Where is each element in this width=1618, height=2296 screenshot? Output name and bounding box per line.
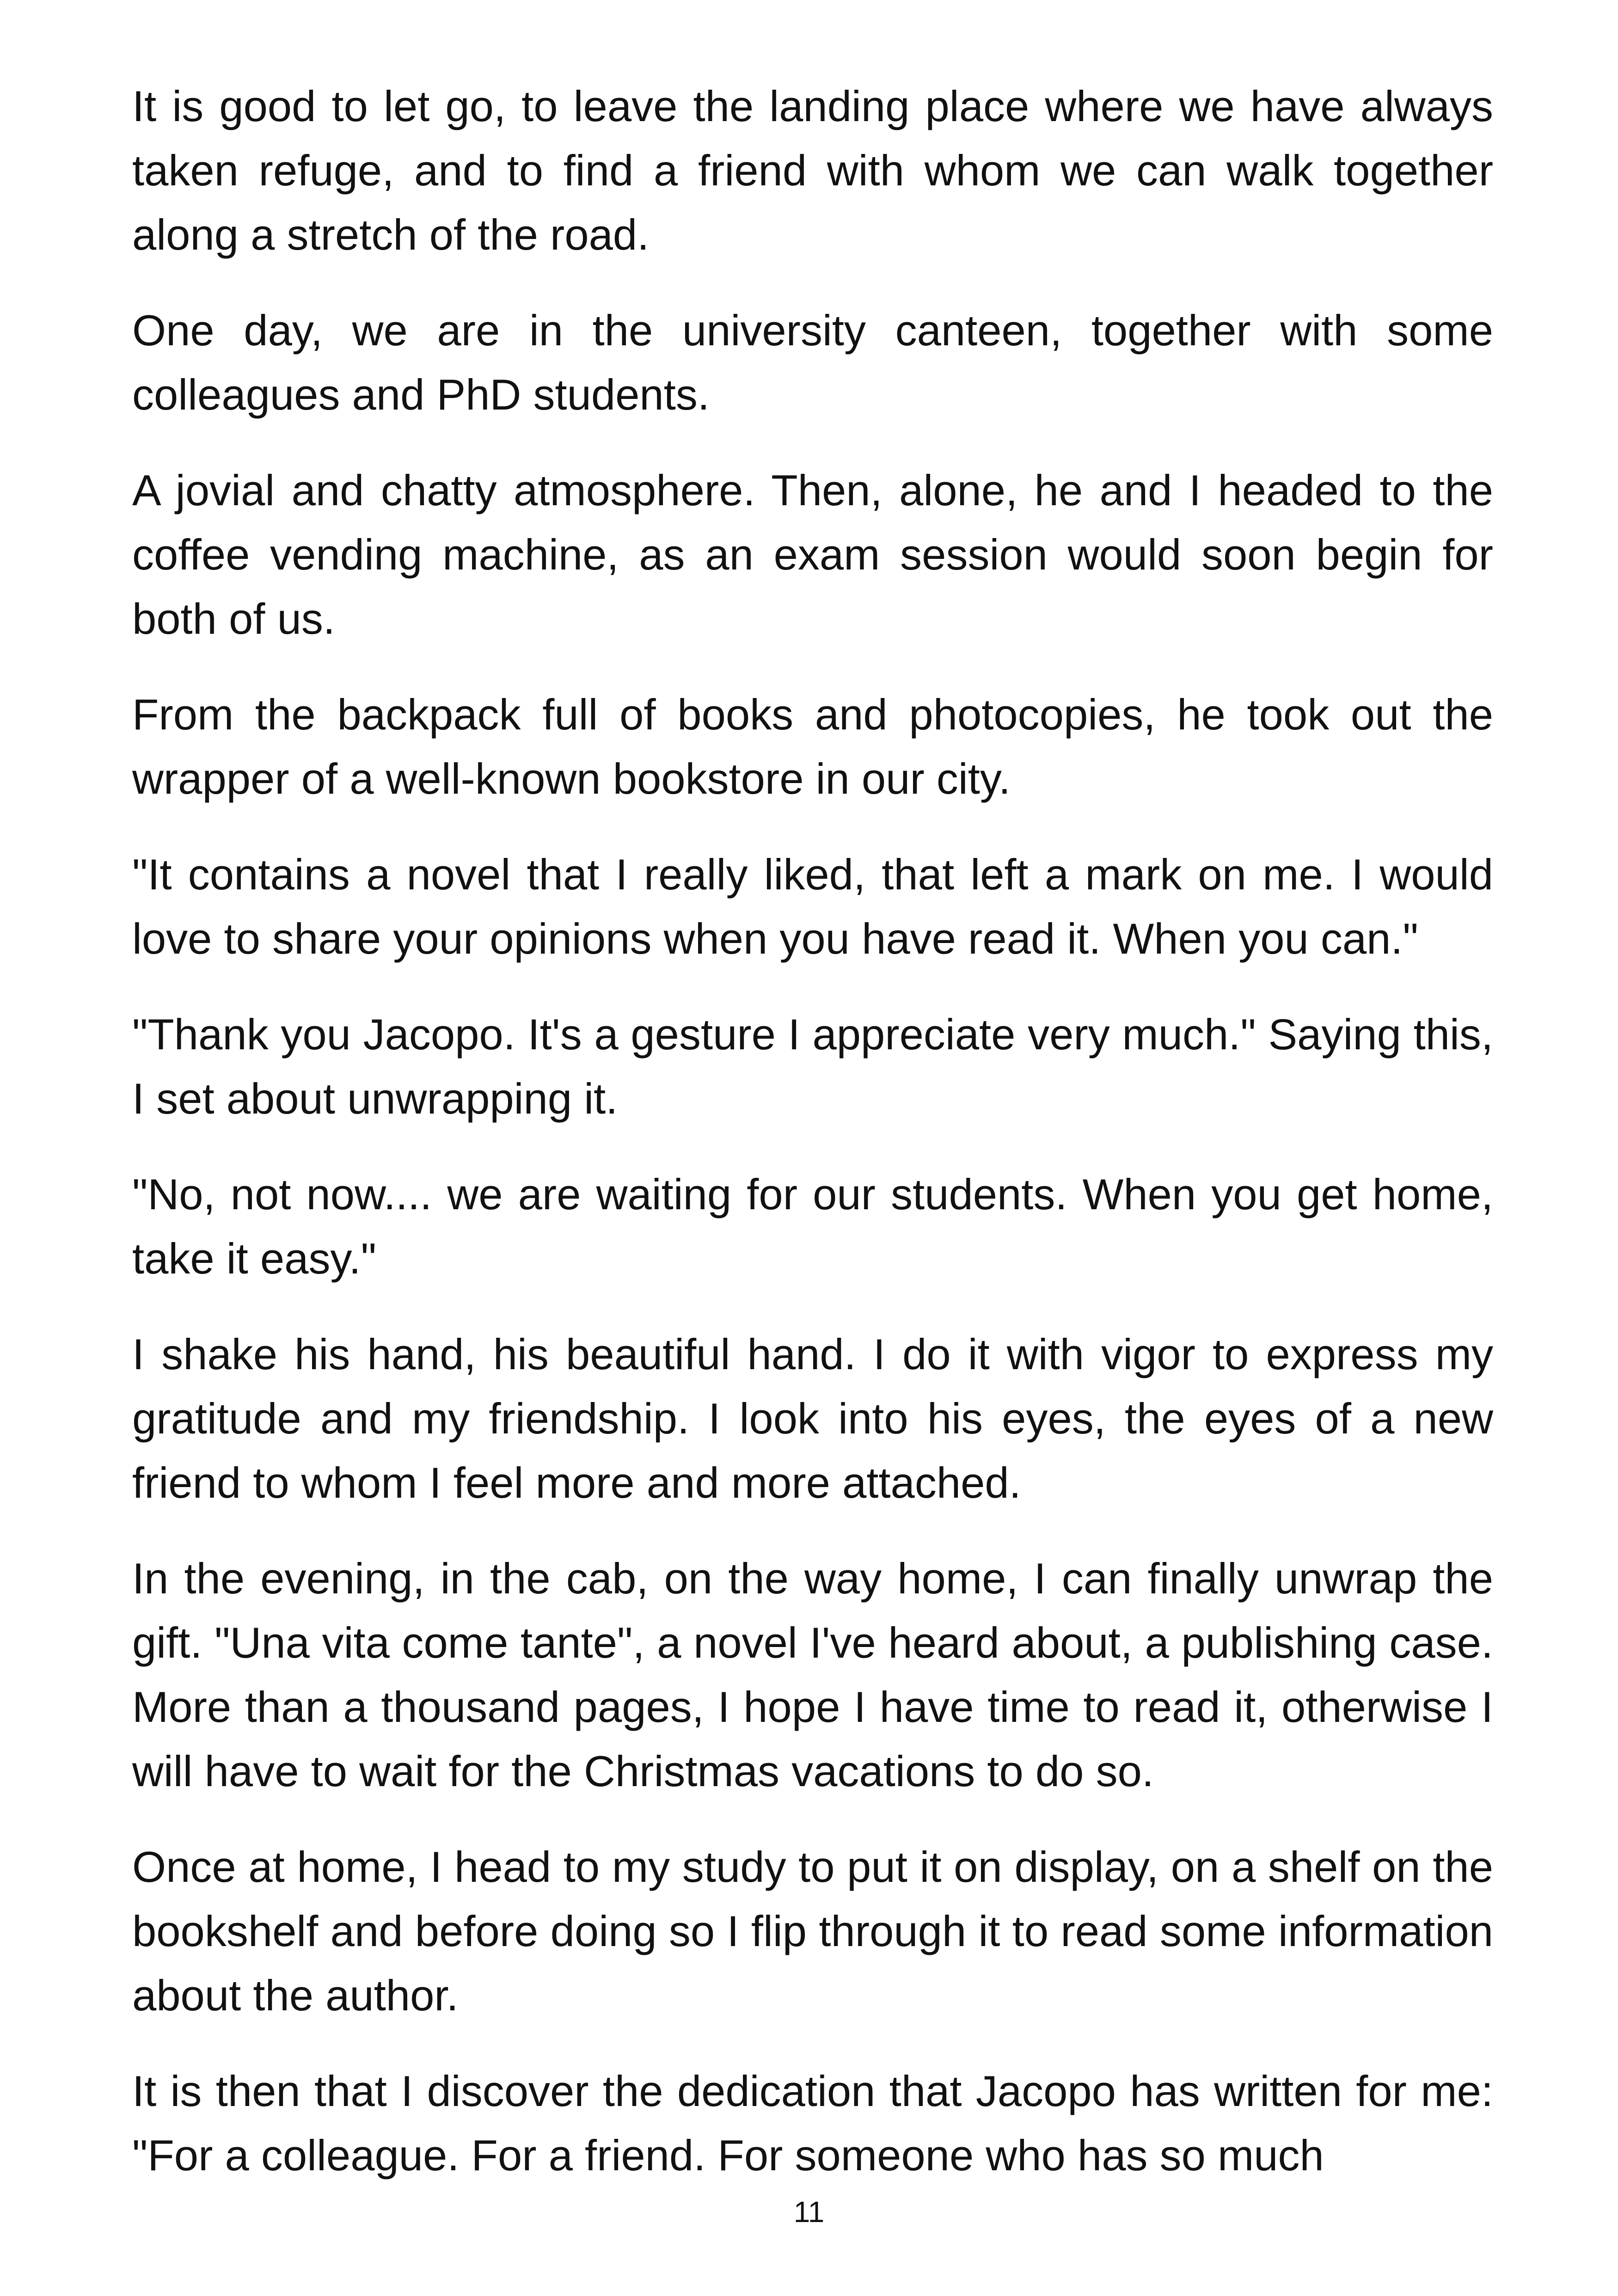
paragraph: From the backpack full of books and photocopies, he took out the wrapper of a well-known bookstore in our city. [132, 690, 1493, 803]
paragraph: A jovial and chatty atmosphere. Then, alone, he and I headed to the coffee vending machine, as an exam session would soon begin for both of us. [132, 466, 1493, 643]
paragraph: I shake his hand, his beautiful hand. I do it with vigor to express my gratitude and my friendship. I look into his eyes, the eyes of a new friend to whom I feel more and more attached. [132, 1330, 1493, 1507]
paragraph: In the evening, in the cab, on the way home, I can finally unwrap the gift. "Una vita come tante", a novel I've heard about, a publishing case. More than a thousand pages, I hope I have time to read it, otherwise I will have to wait for the Christmas vacations to do so. [132, 1554, 1493, 1795]
paragraph: "Thank you Jacopo. It's a gesture I appreciate very much." Saying this, I set about unwrapping it. [132, 1010, 1493, 1123]
paragraph: It is then that I discover the dedication that Jacopo has written for me: "For a colleague. For a friend. For someone who has so much [132, 2067, 1493, 2180]
paragraph: "No, not now.... we are waiting for our students. When you get home, take it easy." [132, 1170, 1493, 1283]
page-number: 11 [793, 2195, 825, 2229]
paragraph: Once at home, I head to my study to put it on display, on a shelf on the bookshelf and before doing so I flip through it to read some information about the author. [132, 1843, 1493, 2020]
body-text [132, 74, 1493, 2187]
paragraph: "It contains a novel that I really liked, that left a mark on me. I would love to share your opinions when you have read it. When you can." [132, 850, 1493, 963]
paragraph: It is good to let go, to leave the landing place where we have always taken refuge, and to find a friend with whom we can walk together along a stretch of the road. [132, 82, 1493, 259]
paragraph: One day, we are in the university canteen, together with some colleagues and PhD students. [132, 306, 1493, 419]
